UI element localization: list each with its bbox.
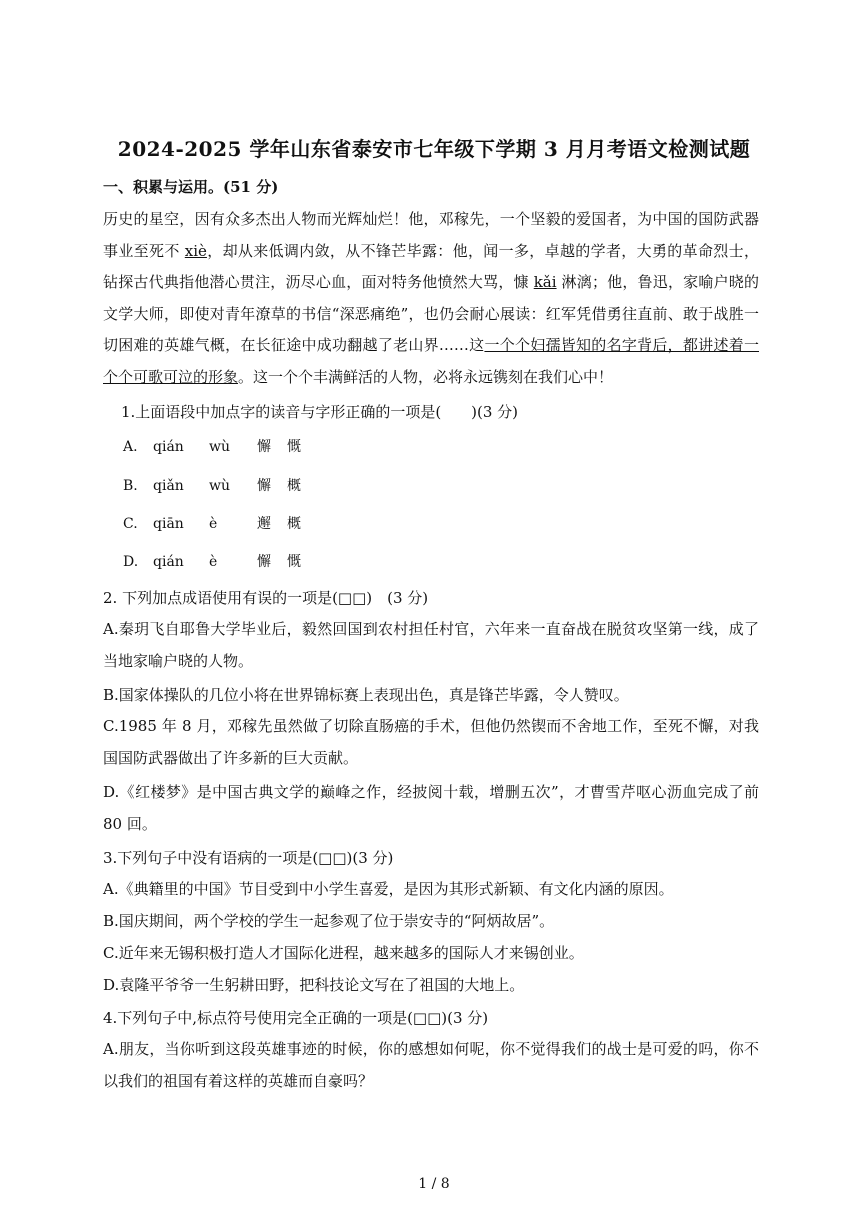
page-number: 1 / 8 [418, 1176, 450, 1192]
q4-option-a: A.朋友，当你听到这段英雄事迹的时候，你的感想如何呢，你不觉得我们的战士是可爱的吗，你不以我们的祖国有着这样的英雄而自豪吗？ [103, 1040, 759, 1090]
question-3-stem: 3.下列句子中没有语病的一项是(□□)(3 分) [103, 849, 394, 867]
q3-option-b: B.国庆期间，两个学校的学生一起参观了位于崇安寺的“阿炳故居”。 [103, 912, 555, 930]
q1-option-c [123, 514, 301, 534]
q2-option-c: C.1985 年 8 月，邓稼先虽然做了切除直肠癌的手术，但他仍然锲而不舍地工作，至死不懈，对我国国防武器做出了许多新的巨大贡献。 [103, 717, 759, 767]
q3-option-c: C.近年来无锡积极打造人才国际化进程，越来越多的国际人才来锡创业。 [103, 944, 584, 962]
option-pinyin-2: wù [209, 478, 230, 494]
option-char-1: 懈 [257, 554, 271, 570]
option-letter: D. [123, 554, 139, 570]
question-4-stem: 4.下列句子中,标点符号使用完全正确的一项是(□□)(3 分) [103, 1009, 489, 1027]
q2-option-b: B.国家体操队的几位小将在世界锦标赛上表现出色，真是锋芒毕露，令人赞叹。 [103, 686, 629, 704]
q2-option-a: A.秦玥飞自耶鲁大学毕业后，毅然回国到农村担任村官，六年来一直奋战在脱贫攻坚第一线，成了当地家喻户晓的人物。 [103, 620, 759, 670]
option-pinyin-1: qiān [153, 516, 184, 532]
option-char-2: 慨 [287, 554, 301, 570]
option-char-2: 慨 [287, 439, 301, 455]
option-letter: B. [123, 478, 138, 494]
option-pinyin-1: qiǎn [153, 478, 184, 494]
option-pinyin-1: qián [153, 439, 184, 455]
option-pinyin-1: qián [153, 554, 184, 570]
option-char-1: 懈 [257, 439, 271, 455]
option-pinyin-2: è [209, 554, 218, 570]
underlined-sentence: 一个个妇孺皆知的名字背后，都讲述着一个个可歌可泣的形象 [103, 336, 759, 386]
intro-text-4: 。这一个个丰满鲜活的人物，必将永远镌刻在我们心中！ [238, 367, 614, 386]
option-pinyin-2: wù [209, 439, 230, 455]
page-title: 2024-2025 学年山东省泰安市七年级下学期 3 月月考语文检测试题 [117, 137, 751, 161]
question-2-stem: 2. 下列加点成语使用有误的一项是(□□) (3 分) [103, 589, 429, 607]
q1-option-b [123, 476, 301, 496]
option-char-1: 懈 [257, 478, 271, 494]
option-letter: C. [123, 516, 138, 532]
q3-option-d: D.袁隆平爷爷一生躬耕田野，把科技论文写在了祖国的大地上。 [103, 976, 525, 994]
intro-text-3: 淋漓；他，鲁迅，家喻户晓的文学大师，即使对青年潦草的书信“深恶痛绝”，也仍会耐心展读：红军凭借勇往直前、敢于战胜一切困难的英雄气概，在长征途中成功翻越了老山界……这 [103, 273, 759, 354]
q2-option-d: D.《红楼梦》是中国古典文学的巅峰之作，经披阅十载，增删五次”，才曹雪芹呕心沥血完成了前 80 回。 [103, 783, 759, 833]
option-char-1: 邂 [257, 516, 271, 532]
question-1-stem: 1.上面语段中加点字的读音与字形正确的一项是( )(3 分) [121, 403, 519, 421]
option-letter: A. [123, 439, 138, 455]
option-pinyin-2: è [209, 516, 218, 532]
intro-text-2: ，却从来低调内敛，从不锋芒毕露：他，闻一多，卓越的学者，大勇的革命烈士，钻探古代典指他潜心贯注，沥尽心血，面对特务他愤然大骂，慷 [103, 241, 759, 291]
q1-option-d [123, 552, 301, 572]
option-char-2: 概 [287, 478, 301, 494]
section-heading: 一、积累与运用。(51 分) [103, 178, 279, 196]
pinyin-xie: xiè [184, 241, 207, 260]
intro-text-1: 历史的星空，因有众多杰出人物而光辉灿烂！他，邓稼先，一个坚毅的爱国者，为中国的国防武器事业至死不 [103, 210, 759, 260]
q1-option-a [123, 437, 301, 457]
q3-option-a: A.《典籍里的中国》节目受到中小学生喜爱，是因为其形式新颖、有文化内涵的原因。 [103, 880, 674, 898]
intro-paragraph [103, 204, 759, 393]
option-char-2: 概 [287, 516, 301, 532]
pinyin-kai: kǎi [533, 273, 557, 291]
